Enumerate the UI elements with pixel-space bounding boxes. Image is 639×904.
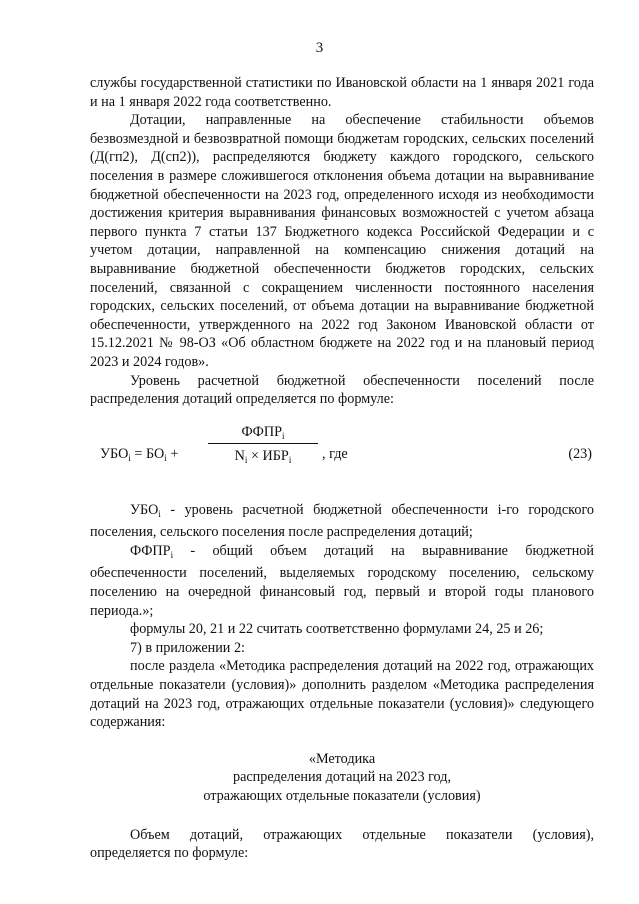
page-number: 3: [315, 40, 324, 56]
paragraph-formula-intro: Уровень расчетной бюджетной обеспеченности поселений после распределения дотаций определяется по формуле:: [90, 372, 594, 408]
formula-numerator: $ФФПР_i$: [241, 423, 285, 441]
formula-denominator: $N_i \times ИБР_i$: [234, 447, 292, 465]
document-body: [90, 74, 594, 863]
formula-tail: , где: [322, 445, 348, 462]
heading-line-1: «Методика: [308, 750, 376, 767]
section-heading: [90, 750, 594, 806]
paragraph-appendix-2: 7) в приложении 2:: [130, 639, 245, 656]
heading-line-2: распределения дотаций на 2023 год,: [232, 769, 452, 786]
formula-23: [90, 423, 594, 485]
definition-ffpr: $ФФПР_i$ - общий объем дотаций на выравнивание бюджетной обеспеченности поселений, выделяемых городскому поселению, сельскому поселению на очередной финансовый год, первый и второй годы планового периода.»;: [90, 542, 594, 619]
formula-number: (23): [568, 445, 592, 462]
paragraph-subsidies: Дотации, направленные на обеспечение стабильности объемов безвозмездной и безвозвратной помощи бюджетам городских, сельских поселений (Д(гп2), Д(сп2)), распределяются бюджету каждого городского, сельского поселения в размере сложившегося отклонения объема дотации на выравнивание бюджетной обеспеченности на 2023 год, определенного исходя из необходимости достижения критерия выравнивания финансовых возможностей с учетом абзаца первого пункта 7 статьи 137 Бюджетного кодекса Российской Федерации и с учетом дотации, направленной на компенсацию снижения дотаций на выравнивание бюджетной обеспеченности бюджетов городских, сельских поселений, связанной с сокращением численности постоянного населения городских, сельских поселений, от объема дотации на выравнивание бюджетной обеспеченности, утвержденного на 2022 год Законом Ивановской области от 15.12.2021 № 98-ОЗ «Об областном бюджете на 2022 год и на плановый период 2023 и 2024 годов».: [90, 112, 594, 370]
paragraph-statistics: службы государственной статистики по Ивановской области на 1 января 2021 года и на 1 января 2022 года соответственно.: [90, 75, 594, 110]
fraction-bar: [208, 443, 318, 444]
formula-lhs: $УБО_i = БО_i$ +: [100, 445, 179, 463]
paragraph-add-section: после раздела «Методика распределения дотаций на 2022 год, отражающих отдельные показатели (условия)» дополнить разделом «Методика распределения дотаций на 2023 год, отражающих отдельные показатели (условия)» следующего содержания:: [90, 658, 594, 731]
formula-fraction: [208, 423, 318, 470]
heading-line-3: отражающих отдельные показатели (условия): [203, 788, 481, 804]
paragraph-volume: Объем дотаций, отражающих отдельные показатели (условия), определяется по формуле:: [90, 826, 594, 862]
definition-ubo: $УБО_i$ - уровень расчетной бюджетной обеспеченности i-го городского поселения, сельского поселения после распределения дотаций;: [90, 501, 594, 541]
paragraph-formula-renumber: формулы 20, 21 и 22 считать соответственно формулами 24, 25 и 26;: [130, 621, 544, 638]
